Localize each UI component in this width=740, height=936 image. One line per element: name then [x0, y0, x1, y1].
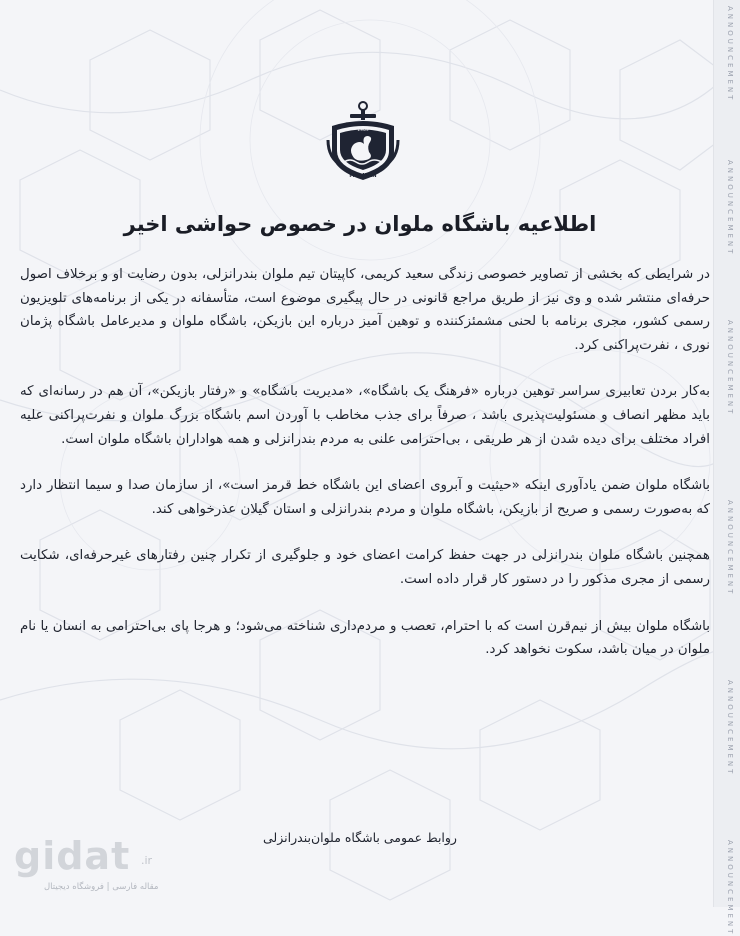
club-crest-logo: [324, 100, 402, 182]
watermark-tagline: مقاله فارسی | فروشگاه دیجیتال: [44, 882, 159, 892]
paragraph-2: به‌کار بردن تعابیری سراسر توهین درباره «فرهنگ یک باشگاه»، «مدیریت باشگاه» و «رفتار بازیکن»، آن هم در رسانه‌ای که باید مظهر انصاف و مسئولیت‌پذیری باشد ، صرفاً برای جذب مخاطب با آوردن اسم باشگاه بزرگ ملوان و نفرت‌پراکنی علیه افراد مختلف برای دیده شدن از هر طریقی ، بی‌احترامی علنی به مردم بندرانزلی و همه هواداران باشگاه ملوان است.: [20, 384, 710, 447]
side-label: ANNOUNCEMENT: [726, 680, 734, 777]
announcement-body: [20, 263, 710, 685]
side-label: ANNOUNCEMENT: [726, 6, 734, 103]
side-label: ANNOUNCEMENT: [726, 160, 734, 257]
paragraph-5: باشگاه ملوان بیش از نیم‌قرن است که با احترام، تعصب و مردم‌داری شناخته می‌شود؛ و هرجا پای بی‌احترامی به انسان یا نام ملوان در میان باشد، سکوت نخواهد کرد.: [20, 618, 710, 658]
signature: روابط عمومی باشگاه ملوان‌بندرانزلی: [263, 830, 457, 845]
page-title: اطلاعیه باشگاه ملوان در خصوص حواشی اخیر: [123, 212, 597, 236]
side-label: ANNOUNCEMENT: [726, 320, 734, 417]
watermark-tld: .ir: [141, 854, 153, 867]
paragraph-1: در شرایطی که بخشی از تصاویر خصوصی زندگی سعید کریمی، کاپیتان تیم ملوان بندرانزلی، بدون رضایت او و برخلاف اصول حرفه‌ای منتشر شده و وی نیز از طریق مراجع قانونی در حال پیگیری موضوع است، متأسفانه در یکی از برنامه‌های تلویزیون رسمی کشور، مجری برنامه با لحنی مشمئزکننده و توهین آمیز درباره این بازیکن، باشگاه ملوان و مدیرعامل باشگاه پژمان نوری ، نفرت‌پراکنی کرد.: [20, 267, 710, 353]
gidat-watermark: [14, 836, 164, 896]
side-label: ANNOUNCEMENT: [726, 500, 734, 597]
paragraph-3: باشگاه ملوان ضمن یادآوری اینکه «حیثیت و آبروی اعضای این باشگاه خط قرمز است»، از سازمان صدا و سیما انتظار دارد که به‌صورت رسمی و صریح از بازیکن، باشگاه ملوان و مردم بندرانزلی و استان گیلان عذرخواهی کند.: [20, 478, 710, 517]
side-strip: [713, 0, 740, 936]
crest-name: MALAVAN: [349, 173, 377, 179]
watermark-brand: gidat: [14, 834, 131, 878]
crest-year: 1969: [357, 128, 369, 133]
side-label: ANNOUNCEMENT: [726, 840, 734, 936]
paragraph-4: همچنین باشگاه ملوان بندرانزلی در جهت حفظ کرامت اعضای خود و جلوگیری از تکرار چنین رفتارهای غیرحرفه‌ای، شکایت رسمی از مجری مذکور را در دستور کار قرار داده است.: [20, 548, 710, 587]
